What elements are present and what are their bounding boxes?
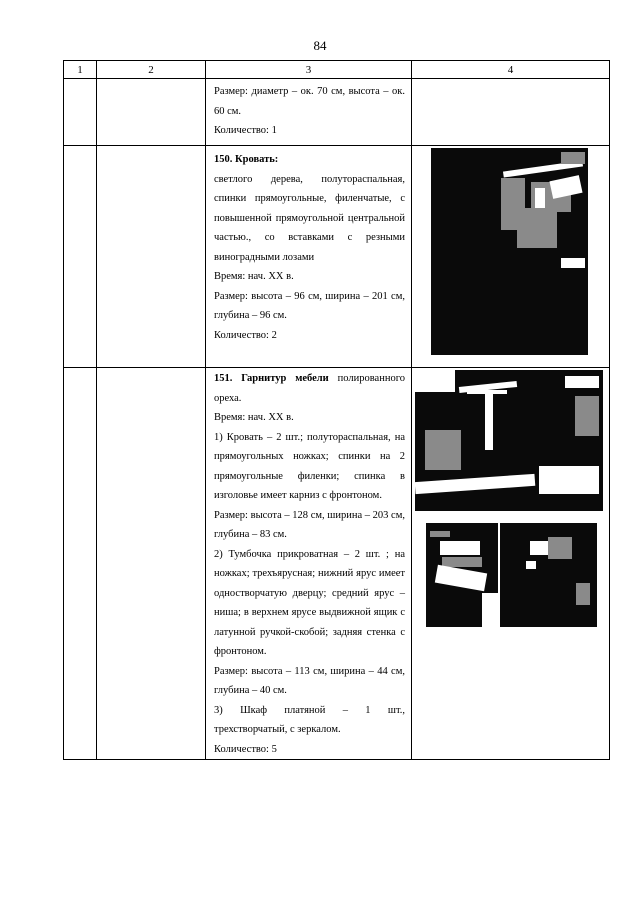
description-cell (206, 146, 412, 368)
table-row (64, 146, 610, 368)
number-cell (64, 146, 97, 368)
page-number: 84 (313, 38, 327, 53)
table-row (64, 368, 610, 760)
quantity-line: Количество: 2 (214, 329, 277, 341)
item-title-rest: полированного ореха. (214, 373, 405, 404)
bed-photo (431, 148, 588, 355)
bed-size-line: Размер: высота – 128 см, ширина – 203 см, глубина – 83 см. (214, 509, 405, 540)
column-2-cell (97, 79, 206, 146)
size-line: Размер: высота – 96 см, ширина – 201 см, глубина – 96 см. (214, 290, 405, 321)
quantity-line: Количество: 1 (214, 125, 277, 136)
wardrobe-description: 3) Шкаф платяной – 1 шт., трехстворчатый, с зеркалом. (214, 704, 405, 735)
nightstand-photo (426, 523, 498, 627)
nightstand-size-line: Размер: высота – 113 см, ширина – 44 см, глубина – 40 см. (214, 665, 405, 696)
quantity-line: Количество: 5 (214, 743, 277, 755)
column-header: 1 (64, 61, 97, 79)
size-line: Размер: диаметр – ок. 70 см, высота – ок. 60 см. (214, 86, 405, 117)
item-description: светлого дерева, полутораспальная, спинки прямоугольные, филенчатые, с повышенной прямоугольной центральной частью., со вставками с резными виноградными лозами (214, 173, 405, 263)
wardrobe-photo (500, 523, 597, 627)
photo-cell (412, 368, 610, 760)
column-header: 2 (97, 61, 206, 79)
table-row (64, 79, 610, 146)
item-title: 150. Кровать: (214, 154, 279, 165)
date-line: Время: нач. XX в. (214, 271, 294, 282)
furniture-set-photo (415, 370, 603, 511)
date-line: Время: нач. XX в. (214, 412, 294, 423)
header-row (64, 61, 610, 79)
catalog-table (63, 60, 610, 760)
column-header: 4 (412, 61, 610, 79)
column-2-cell (97, 368, 206, 760)
photo-cell (412, 79, 610, 146)
photo-cell (412, 146, 610, 368)
item-title-line (214, 369, 405, 408)
number-cell (64, 79, 97, 146)
column-header: 3 (206, 61, 412, 79)
number-cell (64, 368, 97, 760)
nightstand-description: 2) Тумбочка прикроватная – 2 шт. ; на ножках; трехъярусная; нижний ярус имеет одностворчатую дверцу; средний ярус – ниша; в верхнем ярусе выдвижной ящик с латунной ручкой-скобой; задняя стенка с фронтоном. (214, 548, 405, 657)
bed-description: 1) Кровать – 2 шт.; полутораспальная, на прямоугольных ножках; спинки на 2 прямоугольные филенки; спинка в изголовье имеет карниз с фронтоном. (214, 431, 405, 501)
description-cell (206, 79, 412, 146)
description-cell (206, 368, 412, 760)
item-title: 151. Гарнитур мебели (214, 373, 329, 384)
column-2-cell (97, 146, 206, 368)
